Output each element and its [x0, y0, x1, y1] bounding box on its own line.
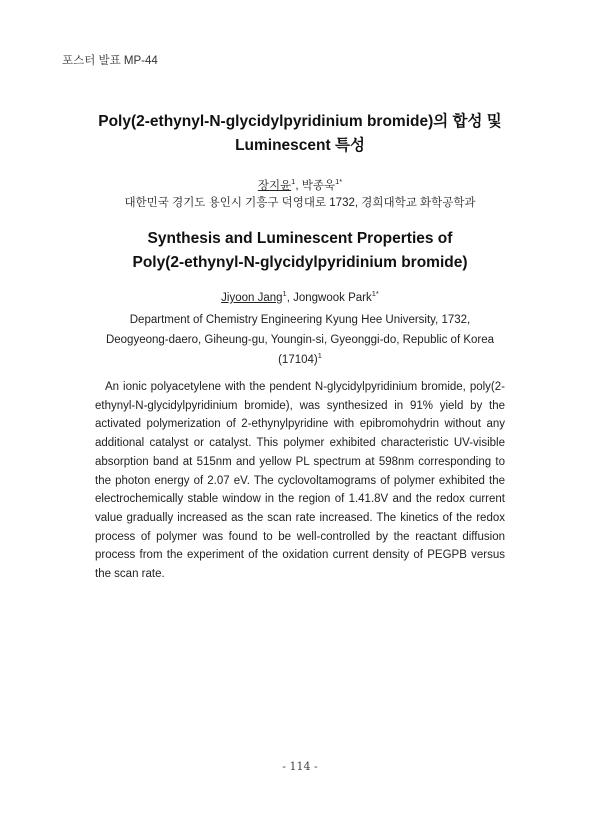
korean-author1-affil: 1: [291, 177, 296, 187]
page-number: - 114 -: [282, 760, 318, 773]
english-title-line1: Synthesis and Luminescent Properties of: [147, 230, 453, 247]
english-author-presenter: Jiyoon Jang: [221, 292, 283, 304]
english-affiliation: [90, 310, 510, 370]
postal-code-affil: 1: [317, 351, 322, 361]
korean-title-line2: Luminescent 특성: [235, 137, 365, 154]
postal-code: (17104): [278, 354, 318, 366]
korean-author2-affil: 1*: [335, 177, 343, 187]
korean-author-corresponding: 박종욱: [301, 180, 336, 192]
english-author1-affil: 1: [282, 289, 287, 299]
english-affiliation-line2: Deogyeong-daero, Giheung-gu, Youngin-si, Gyeonggi-do, Republic of Korea: [105, 334, 495, 346]
korean-affiliation: 대한민국 경기도 용인시 기흥구 덕영대로 1732, 경희대학교 화학공학과: [124, 197, 476, 209]
korean-title: [0, 110, 600, 158]
session-label: 포스터 발표 MP-44: [62, 55, 158, 67]
korean-author-presenter: 장지윤: [257, 180, 292, 192]
korean-author-separator: ,: [295, 180, 302, 192]
english-authors: [0, 289, 600, 304]
english-title-line2: Poly(2-ethynyl-N-glycidylpyridinium bromide): [132, 254, 468, 271]
english-title: [0, 227, 600, 275]
english-author-separator: ,: [286, 292, 294, 304]
english-author2-affil: 1*: [371, 289, 379, 299]
english-author-corresponding: Jongwook Park: [293, 292, 372, 304]
korean-authors: [0, 177, 600, 193]
english-affiliation-line1: Department of Chemistry Engineering Kyung Hee University, 1732,: [129, 314, 471, 326]
english-affiliation-line3: [90, 350, 510, 370]
korean-title-line1: Poly(2-ethynyl-N-glycidylpyridinium bromide)의 합성 및: [98, 113, 502, 130]
abstract-body: An ionic polyacetylene with the pendent N-glycidylpyridinium bromide, poly(2-ethynyl-N-glycidylpyridinium bromide), was synthesized in 91% yield by the activated polymerization of 2-ethynylpyridine with epibromohydrin without any additional catalyst or catalyst. This polymer exhibited characteristic UV-visible absorption band at 515nm and yellow PL spectrum at 598nm corresponding to the photon energy of 2.07 eV. The cyclovoltamograms of polymer exhibited the electrochemically stable window in the region of 1.41.8V and the redox current value gradually increased as the scan rate increased. The kinetics of the redox process of polymer was found to be well-controlled by the reactant diffusion process from the experiment of the oxidation current density of PEGPB versus the scan rate.: [95, 381, 505, 581]
